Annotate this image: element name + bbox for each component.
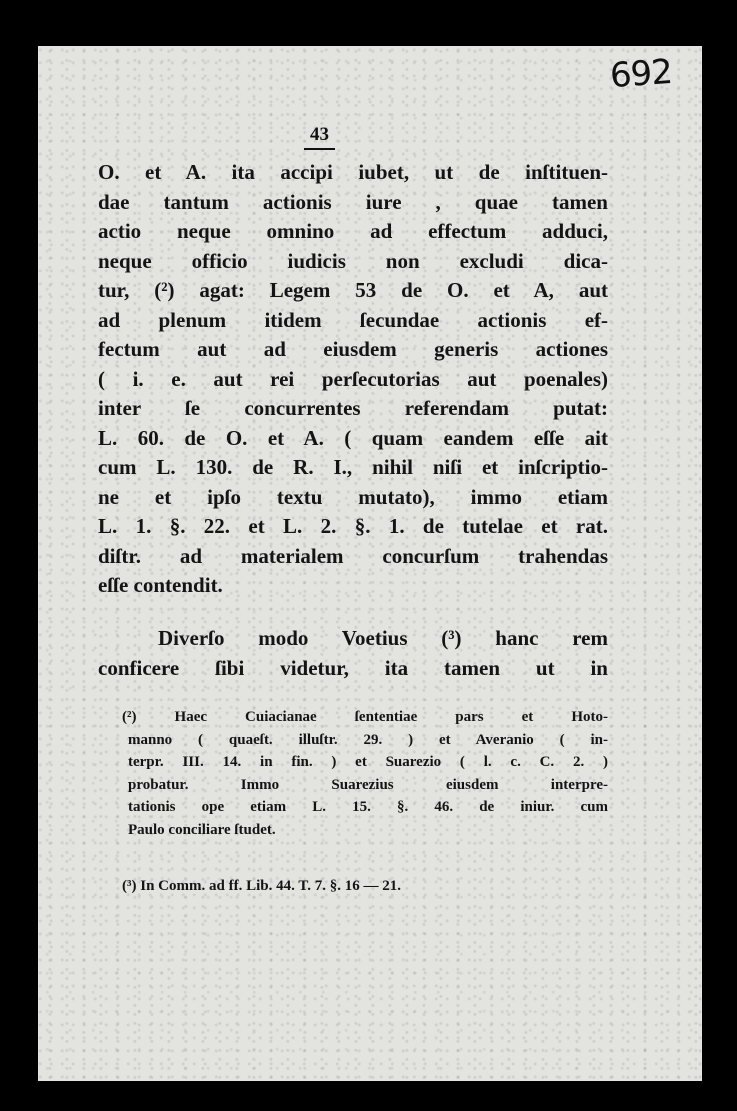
text-line: Diverſo modo Voetius (³) hanc rem — [158, 626, 608, 650]
text-line: inter ſe concurrentes referendam putat: — [98, 396, 608, 420]
text-line: eſſe contendit. — [98, 573, 223, 597]
text-line: ne et ipſo textu mutato), immo etiam — [98, 484, 608, 509]
footnote-line: tationis ope etiam L. 15. §. 46. de iniur. cum — [128, 799, 608, 815]
page-number: 43 — [304, 124, 335, 150]
footnote-line: (²) Haec Cuiacianae ſententiae pars et Hoto- — [122, 709, 608, 725]
text-line: fectum aut ad eiusdem generis actiones — [98, 337, 608, 361]
text-line: O. et A. ita accipi iubet, ut de inſtituen- — [98, 160, 608, 184]
footnote-2 — [122, 706, 608, 841]
text-line: ad plenum itidem ſecundae actionis ef- — [98, 307, 608, 332]
paragraph-1 — [98, 158, 608, 601]
text-line: tur, (²) agat: Legem 53 de O. et A, aut — [98, 278, 608, 302]
text-line: L. 60. de O. et A. ( quam eandem eſſe ait — [98, 425, 608, 450]
handwritten-folio-number: 692 — [608, 51, 674, 97]
text-line: dae tantum actionis iure , quae tamen — [98, 189, 608, 214]
text-line: conficere ſibi videtur, ita tamen ut in — [98, 655, 608, 680]
book-page — [38, 46, 702, 1081]
paragraph-2 — [98, 624, 608, 683]
footnote-3: (³) In Comm. ad ff. Lib. 44. T. 7. §. 16 — 21. — [122, 878, 401, 894]
text-line: cum L. 130. de R. I., nihil niſi et inſcriptio- — [98, 455, 608, 479]
text-line: ( i. e. aut rei perſecutorias aut poenales) — [98, 366, 608, 391]
text-line: diſtr. ad materialem concurſum trahendas — [98, 543, 608, 568]
footnote-line: probatur. Immo Suarezius eiusdem interpre- — [128, 776, 608, 793]
text-line: neque officio iudicis non excludi dica- — [98, 248, 608, 273]
footnote-line: Paulo conciliare ſtudet. — [128, 821, 276, 838]
text-line: L. 1. §. 22. et L. 2. §. 1. de tutelae et rat. — [98, 514, 608, 538]
footnote-line: terpr. III. 14. in fin. ) et Suarezio ( l. c. C. 2. ) — [128, 754, 608, 770]
footnote-line: manno ( quaeſt. illuſtr. 29. ) et Averanio ( in- — [128, 731, 608, 748]
text-line: actio neque omnino ad effectum adduci, — [98, 219, 608, 243]
